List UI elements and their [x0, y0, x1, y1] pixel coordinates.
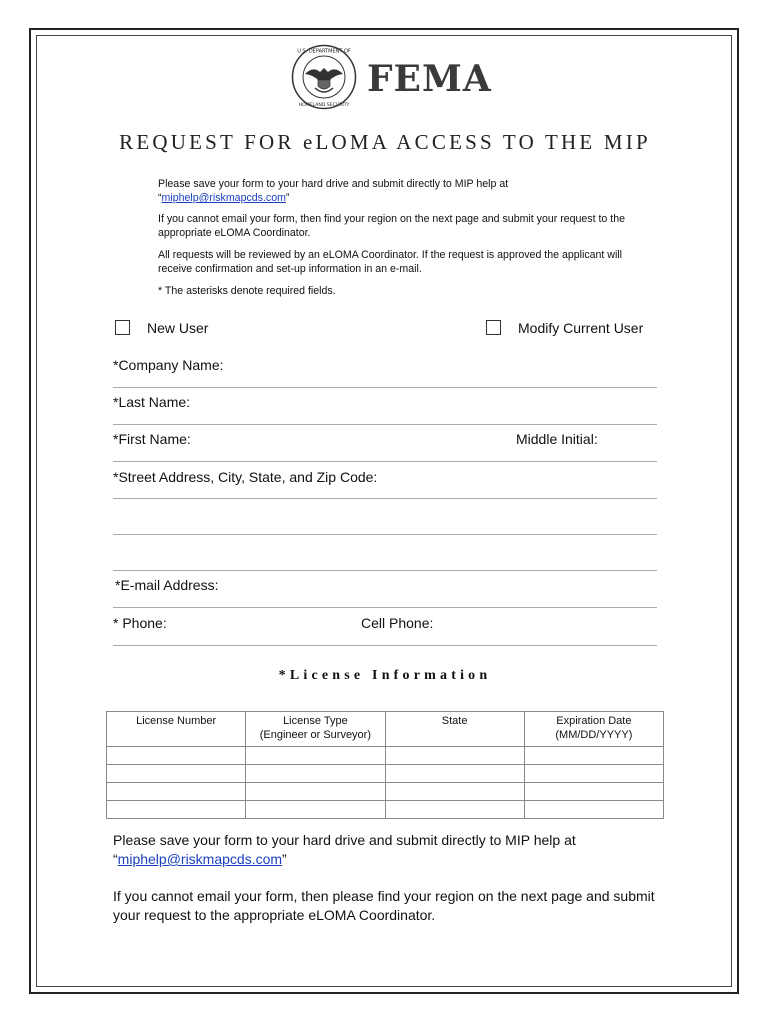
seal-lettering-bottom: HOMELAND SECURITY — [298, 103, 350, 108]
new-user-label: New User — [147, 320, 209, 336]
expiration-date-cell[interactable] — [524, 765, 663, 783]
instruction-asterisk-note: * The asterisks denote required fields. — [158, 285, 336, 297]
footer-save-instruction: Please save your form to your hard drive and submit directly to MIP help at “miphelp@riskmapcds.com” — [113, 832, 576, 867]
agency-wordmark: FEMA — [367, 58, 492, 100]
table-row — [107, 765, 664, 783]
expiration-date-header: Expiration Date (MM/DD/YYYY) — [524, 712, 663, 747]
footer-mip-help-email-link[interactable]: miphelp@riskmapcds.com — [117, 851, 283, 867]
phone-label: * Phone: — [113, 615, 167, 631]
expiration-date-cell[interactable] — [524, 747, 663, 765]
company-name-label: *Company Name: — [113, 357, 224, 373]
table-row — [107, 747, 664, 765]
license-section-heading: *License Information — [278, 668, 492, 683]
company-name-field[interactable] — [113, 387, 657, 388]
address-label: *Street Address, City, State, and Zip Code: — [113, 469, 378, 485]
license-number-cell[interactable] — [107, 747, 246, 765]
first-name-field[interactable] — [113, 461, 657, 462]
last-name-label: *Last Name: — [113, 394, 191, 410]
license-type-cell[interactable] — [246, 783, 385, 801]
phone-field[interactable] — [113, 645, 657, 646]
new-user-checkbox[interactable] — [115, 320, 130, 335]
address-field-line1[interactable] — [113, 498, 657, 499]
state-cell[interactable] — [385, 765, 524, 783]
state-cell[interactable] — [385, 783, 524, 801]
state-header: State — [385, 712, 524, 747]
license-type-header: License Type (Engineer or Surveyor) — [246, 712, 385, 747]
table-row — [107, 801, 664, 819]
license-number-header: License Number — [107, 712, 246, 747]
address-field-line3[interactable] — [113, 570, 657, 571]
state-cell[interactable] — [385, 801, 524, 819]
license-number-cell[interactable] — [107, 801, 246, 819]
license-number-cell[interactable] — [107, 783, 246, 801]
modify-user-checkbox[interactable] — [486, 320, 501, 335]
instruction-review: All requests will be reviewed by an eLOMA Coordinator. If the request is approved the applicant will receive confirmation and set-up information in an e-mail. — [158, 249, 623, 275]
expiration-date-cell[interactable] — [524, 801, 663, 819]
state-cell[interactable] — [385, 747, 524, 765]
table-row — [107, 783, 664, 801]
first-name-label: *First Name: — [113, 431, 191, 447]
cell-phone-label: Cell Phone: — [361, 615, 434, 631]
mip-help-email-link[interactable]: miphelp@riskmapcds.com — [161, 192, 286, 204]
instruction-region: If you cannot email your form, then find your region on the next page and submit your request to the appropriate eLOMA Coordinator. — [158, 213, 625, 239]
footer-region-instruction: If you cannot email your form, then please find your region on the next page and submit your request to the appropriate eLOMA Coordinator. — [113, 888, 655, 923]
address-field-line2[interactable] — [113, 534, 657, 535]
middle-initial-label: Middle Initial: — [516, 431, 598, 447]
license-type-cell[interactable] — [246, 801, 385, 819]
last-name-field[interactable] — [113, 424, 657, 425]
license-type-cell[interactable] — [246, 765, 385, 783]
instruction-save: Please save your form to your hard drive and submit directly to MIP help at “miphelp@riskmapcds.com” — [158, 178, 509, 204]
dhs-fema-logo — [291, 44, 492, 110]
expiration-date-cell[interactable] — [524, 783, 663, 801]
page-title: REQUEST FOR eLOMA ACCESS TO THE MIP — [119, 130, 651, 154]
email-label: *E-mail Address: — [115, 577, 219, 593]
license-type-cell[interactable] — [246, 747, 385, 765]
email-field[interactable] — [113, 607, 657, 608]
license-table — [106, 711, 664, 819]
license-number-cell[interactable] — [107, 765, 246, 783]
seal-lettering: U.S. DEPARTMENT OF — [297, 48, 351, 55]
modify-user-label: Modify Current User — [518, 320, 644, 336]
dhs-seal-icon — [291, 44, 357, 110]
